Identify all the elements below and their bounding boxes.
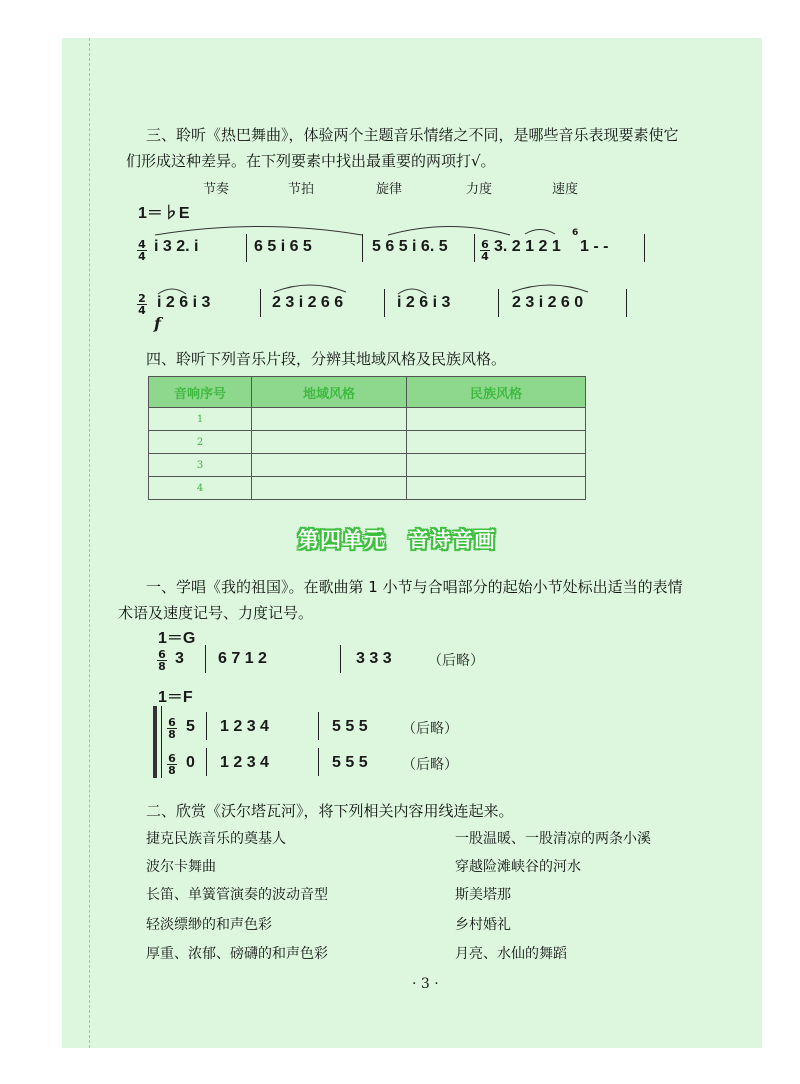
time-signature-denominator: 4 [138, 250, 146, 263]
right-item-4[interactable]: 乡村婚礼 [455, 917, 511, 933]
barline [246, 234, 247, 262]
staff2-measure-2: 2 3 i 2 6 6 [272, 294, 344, 311]
right-item-3[interactable]: 斯美塔那 [455, 887, 511, 903]
time-signature-numerator: 6 [168, 716, 176, 729]
row-number: 1 [149, 408, 252, 431]
row-number: 3 [149, 454, 252, 477]
time-signature-4-4 [137, 240, 147, 261]
key-signature-1: 1＝♭E [138, 205, 190, 222]
time-signature-denominator: 8 [168, 728, 176, 741]
barline [626, 289, 627, 317]
page-number: · 3 · [412, 976, 439, 992]
staff2-measure-3: i 2 6 i 3 [397, 294, 451, 311]
ethnic-style-cell[interactable] [407, 454, 586, 477]
time-signature-6-8 [167, 754, 177, 775]
time-signature-denominator: 4 [138, 304, 146, 317]
unit-title: 第四单元 音诗音画 [298, 528, 496, 552]
table-row [149, 408, 586, 431]
regional-style-cell[interactable] [252, 408, 407, 431]
barline [206, 712, 207, 740]
time-signature-numerator: 6 [158, 648, 166, 661]
binding-dashed-line [89, 38, 90, 1048]
ethnic-style-cell[interactable] [407, 431, 586, 454]
table-header-row [149, 377, 586, 408]
barline [340, 645, 341, 673]
staff1-measure-2: 6 5 i 6 5 [254, 238, 312, 255]
left-item-3[interactable]: 长笛、单簧管演奏的波动音型 [146, 887, 328, 903]
barline [318, 748, 319, 776]
barline [206, 748, 207, 776]
line3-measure-1: 1 2 3 4 [220, 754, 269, 771]
table-row [149, 454, 586, 477]
unit4-q2-question: 二、欣赏《沃尔塔瓦河》，将下列相关内容用线连起来。 [146, 802, 514, 820]
barline [362, 234, 363, 262]
omission-note: （后略） [402, 758, 458, 773]
staff2-measure-1: i 2 6 i 3 [157, 294, 211, 311]
staff1-measure-5: 1 - - [580, 238, 609, 255]
line2-measure-1: 1 2 3 4 [220, 718, 269, 735]
system-bracket [153, 706, 157, 778]
system-barline [161, 706, 162, 778]
table-row [149, 431, 586, 454]
omission-note: （后略） [402, 722, 458, 737]
barline [474, 234, 475, 262]
ethnic-style-cell[interactable] [407, 477, 586, 500]
key-signature-g: 1＝G [158, 630, 196, 647]
left-item-4[interactable]: 轻淡缥缈的和声色彩 [146, 917, 272, 933]
ethnic-style-cell[interactable] [407, 408, 586, 431]
element-tempo: 速度 [552, 182, 579, 197]
element-rhythm: 节奏 [203, 182, 230, 197]
line3-measure-2: 5 5 5 [332, 754, 368, 771]
header-ethnic-style: 民族风格 [407, 377, 586, 408]
section3-question-line2: 们形成这种差异。在下列要素中找出最重要的两项打√。 [126, 152, 496, 170]
barline [318, 712, 319, 740]
element-melody: 旋律 [376, 182, 403, 197]
right-item-5[interactable]: 月亮、水仙的舞蹈 [455, 946, 567, 962]
row-number: 4 [149, 477, 252, 500]
regional-style-cell[interactable] [252, 477, 407, 500]
right-item-1[interactable]: 一股温暖、一股清凉的两条小溪 [455, 831, 651, 847]
right-item-2[interactable]: 穿越险滩峡谷的河水 [455, 859, 581, 875]
dynamic-forte: f [154, 314, 161, 333]
staff1-measure-4: 3. 2 1 2 1 [494, 238, 561, 255]
barline [260, 289, 261, 317]
regional-style-cell[interactable] [252, 454, 407, 477]
header-regional-style: 地域风格 [252, 377, 407, 408]
line1-measure-1: 6 7 1 2 [218, 650, 267, 667]
key-signature-f: 1＝F [158, 689, 193, 706]
time-signature-denominator: 8 [158, 660, 166, 673]
time-signature-6-8 [157, 650, 167, 671]
time-signature-denominator: 8 [168, 764, 176, 777]
region-style-table [148, 376, 586, 500]
staff2-measure-4: 2 3 i 2 6 0 [512, 294, 584, 311]
barline [205, 645, 206, 673]
header-sound-number: 音响序号 [149, 377, 252, 408]
row-number: 2 [149, 431, 252, 454]
left-item-5[interactable]: 厚重、浓郁、磅礴的和声色彩 [146, 946, 328, 962]
time-signature-numerator: 2 [138, 292, 146, 305]
time-signature-numerator: 6 [168, 752, 176, 765]
time-signature-6-8 [167, 718, 177, 739]
time-signature-numerator: 6 [481, 238, 489, 251]
section4-question: 四、聆听下列音乐片段，分辨其地域风格及民族风格。 [146, 350, 507, 368]
left-item-1[interactable]: 捷克民族音乐的奠基人 [146, 831, 286, 847]
regional-style-cell[interactable] [252, 431, 407, 454]
line3-pickup: 0 [186, 754, 195, 771]
unit4-q1-line1: 一、学唱《我的祖国》。在歌曲第 1 小节与合唱部分的起始小节处标出适当的表情 [146, 578, 683, 596]
left-item-2[interactable]: 波尔卡舞曲 [146, 859, 216, 875]
line2-measure-2: 5 5 5 [332, 718, 368, 735]
element-dynamics: 力度 [466, 182, 493, 197]
staff1-measure-3: 5 6 5 i 6. 5 [372, 238, 448, 255]
section3-question-line1: 三、聆听《热巴舞曲》，体验两个主题音乐情绪之不同，是哪些音乐表现要素使它 [146, 126, 679, 144]
barline [498, 289, 499, 317]
line2-pickup: 5 [186, 718, 195, 735]
barline [384, 289, 385, 317]
grace-note: 6 [572, 228, 579, 238]
time-signature-numerator: 4 [138, 238, 146, 251]
time-signature-6-4 [480, 240, 490, 261]
time-signature-2-4 [137, 294, 147, 315]
line1-pickup: 3 [175, 650, 184, 667]
line1-measure-2: 3 3 3 [356, 650, 392, 667]
staff1-measure-1: i 3 2. i [154, 238, 199, 255]
unit4-q1-line2: 术语及速度记号、力度记号。 [118, 604, 314, 622]
omission-note: （后略） [428, 654, 484, 669]
barline [644, 234, 645, 262]
table-row [149, 477, 586, 500]
time-signature-denominator: 4 [481, 250, 489, 263]
element-meter: 节拍 [288, 182, 315, 197]
